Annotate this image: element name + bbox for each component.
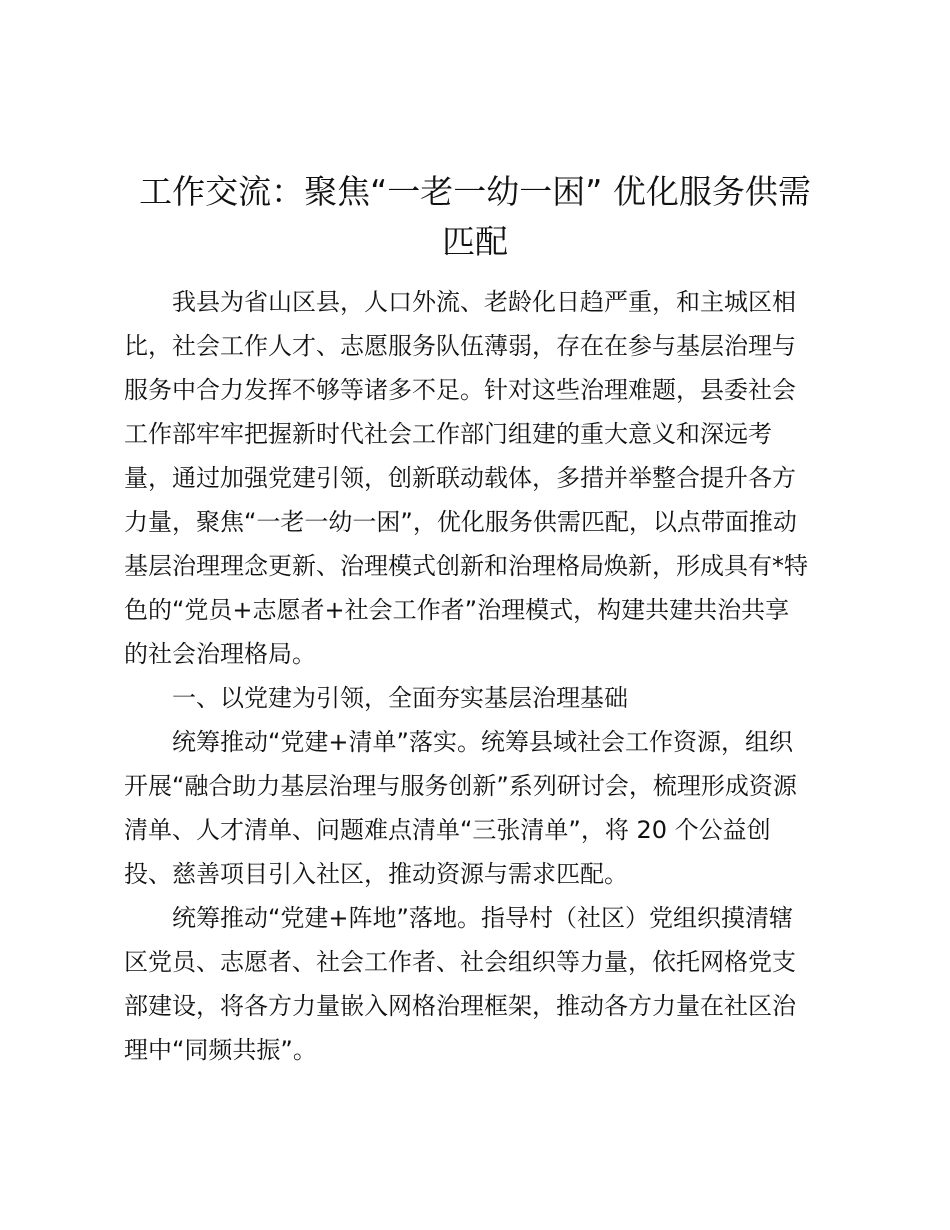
paragraph-2-line-2: 开展“融合助力基层治理与服务创新”系列研讨会，梳理形成资源 xyxy=(124,772,797,800)
paragraph-1-line-8: 色的“党员+志愿者+社会工作者”治理模式，构建共建共治共享 xyxy=(124,596,790,624)
paragraph-2-line-1: 统筹推动“党建+清单”落实。统筹县域社会工作资源，组织 xyxy=(172,728,793,756)
paragraph-1-line-6: 力量，聚焦“一老一幼一困”，优化服务供需匹配，以点带面推动 xyxy=(124,508,797,536)
paragraph-2-line-3: 清单、人才清单、问题难点清单“三张清单”，将 20 个公益创 xyxy=(124,816,771,844)
paragraph-1-line-5: 量，通过加强党建引领，创新联动载体，多措并举整合提升各方 xyxy=(124,464,796,492)
paragraph-1-line-7: 基层治理理念更新、治理模式创新和治理格局焕新，形成具有*特 xyxy=(124,552,808,580)
paragraph-3-line-4: 理中“同频共振”。 xyxy=(124,1036,317,1064)
paragraph-2-line-4: 投、慈善项目引入社区，推动资源与需求匹配。 xyxy=(124,860,628,888)
paragraph-1-line-9: 的社会治理格局。 xyxy=(124,640,316,668)
paragraph-3-line-2: 区党员、志愿者、社会工作者、社会组织等力量，依托网格党支 xyxy=(124,948,796,976)
paragraph-3-line-1: 统筹推动“党建+阵地”落地。指导村（社区）党组织摸清辖 xyxy=(172,904,793,932)
paragraph-1-line-4: 工作部牢牢把握新时代社会工作部门组建的重大意义和深远考 xyxy=(124,420,772,448)
section-heading-1: 一、以党建为引领，全面夯实基层治理基础 xyxy=(172,684,628,712)
document-title-line-1: 工作交流：聚焦“一老一幼一困” 优化服务供需 xyxy=(139,172,811,211)
document-title-line-2: 匹配 xyxy=(442,222,508,261)
paragraph-1-line-2: 比，社会工作人才、志愿服务队伍薄弱，存在在参与基层治理与 xyxy=(124,332,796,360)
paragraph-3-line-3: 部建设，将各方力量嵌入网格治理框架，推动各方力量在社区治 xyxy=(124,992,796,1020)
paragraph-1-line-3: 服务中合力发挥不够等诸多不足。针对这些治理难题，县委社会 xyxy=(124,376,796,404)
paragraph-1-line-1: 我县为省山区县，人口外流、老龄化日趋严重，和主城区相 xyxy=(172,288,796,316)
